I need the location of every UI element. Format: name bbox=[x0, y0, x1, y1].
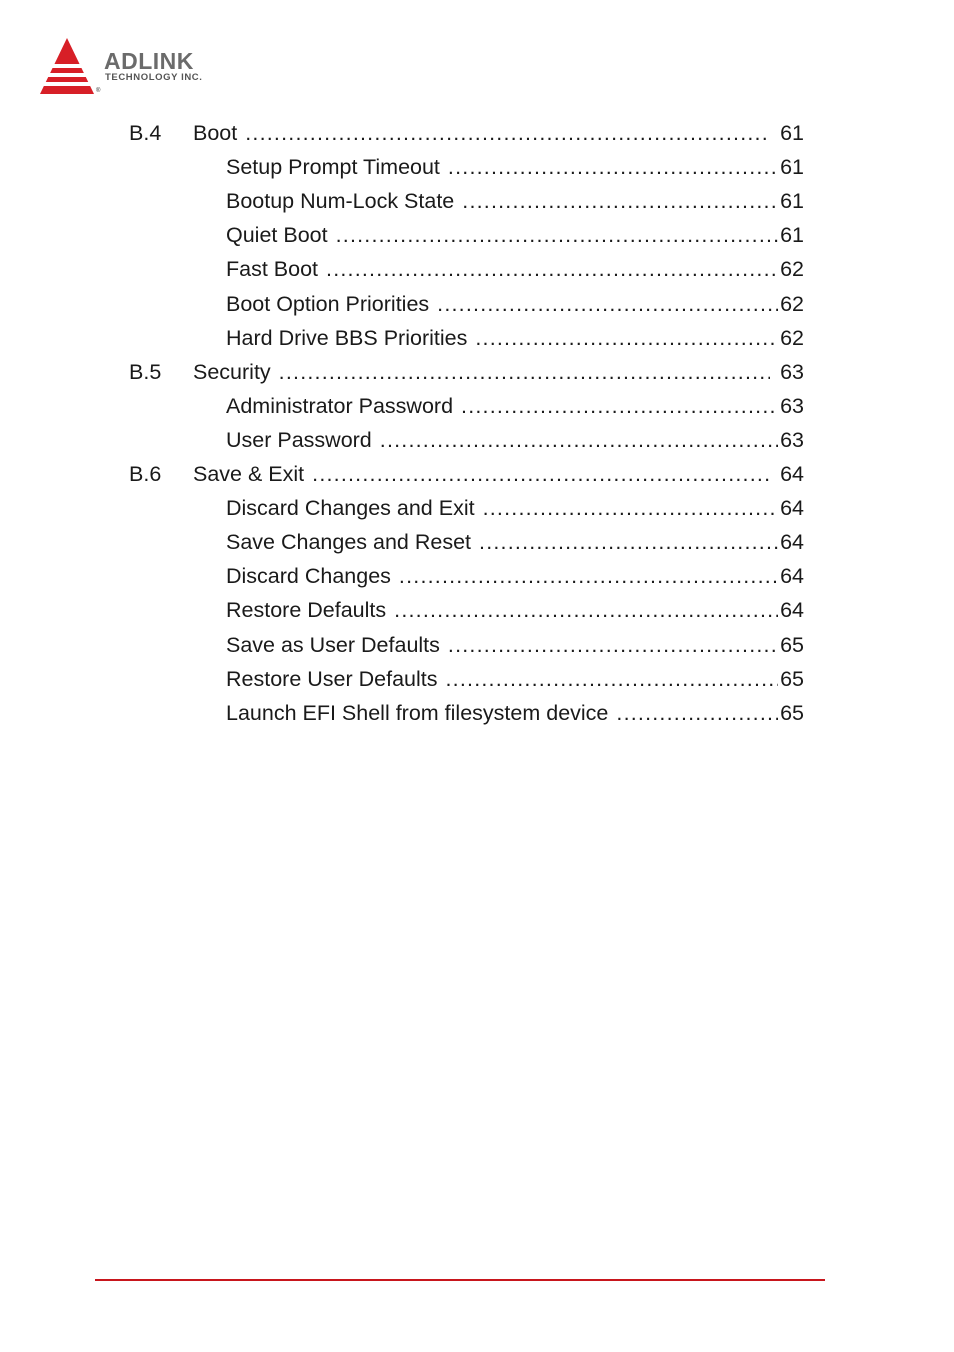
toc-dot-leader bbox=[448, 152, 778, 182]
toc-dot-leader bbox=[394, 595, 778, 625]
toc-entry bbox=[226, 425, 804, 455]
toc-section-number: B.4 bbox=[129, 121, 162, 145]
footer-rule bbox=[95, 1279, 825, 1281]
toc-subsection-title: Save as User Defaults bbox=[226, 632, 440, 657]
toc-dot-leader bbox=[448, 630, 778, 660]
toc-subsection-title: Discard Changes and Exit bbox=[226, 496, 475, 521]
toc-page-number: 61 bbox=[780, 155, 804, 180]
adlink-triangle-icon bbox=[38, 36, 102, 98]
logo-registered-mark: ® bbox=[96, 88, 101, 94]
toc-section-number: B.5 bbox=[129, 359, 162, 384]
toc-entry bbox=[226, 664, 804, 694]
logo-tagline: TECHNOLOGY INC. bbox=[105, 72, 203, 83]
toc-subsection-title: Setup Prompt Timeout bbox=[226, 155, 440, 180]
toc-entry bbox=[226, 595, 804, 625]
toc-subsection-title: Bootup Num-Lock State bbox=[226, 189, 455, 214]
toc-dot-leader bbox=[479, 527, 778, 557]
toc-page-number: 63 bbox=[780, 393, 804, 418]
toc-entry bbox=[226, 527, 804, 557]
toc-section-title: Security bbox=[193, 359, 271, 384]
toc-entry bbox=[226, 220, 804, 250]
toc-dot-leader bbox=[326, 254, 778, 284]
toc-subsection-title: Launch EFI Shell from filesystem device bbox=[226, 700, 609, 725]
toc-subsection-title: Discard Changes bbox=[226, 564, 391, 589]
toc-section-title: Boot bbox=[193, 121, 238, 145]
toc-page-number: 62 bbox=[780, 325, 804, 350]
logo-wordmark: ADLINK bbox=[104, 48, 194, 74]
toc-entry bbox=[226, 698, 804, 728]
toc-entry bbox=[226, 152, 804, 182]
toc-dot-leader bbox=[312, 459, 770, 489]
toc-subsection-title: Save Changes and Reset bbox=[226, 530, 472, 555]
toc-dot-leader bbox=[336, 220, 778, 250]
toc-dot-leader bbox=[462, 186, 778, 216]
toc-entry bbox=[226, 186, 804, 216]
toc-subsection-title: Boot Option Priorities bbox=[226, 291, 430, 316]
toc-section-number: B.6 bbox=[129, 462, 162, 486]
toc-entry bbox=[226, 289, 804, 319]
toc-page-number: 61 bbox=[780, 223, 804, 248]
toc-page-number: 65 bbox=[780, 632, 804, 657]
toc-page-number: 64 bbox=[780, 462, 804, 486]
toc-entry bbox=[226, 630, 804, 660]
toc-page-number: 64 bbox=[780, 530, 804, 555]
toc-dot-leader bbox=[446, 664, 779, 694]
toc-subsection-title: Fast Boot bbox=[226, 257, 319, 282]
toc-dot-leader bbox=[616, 698, 778, 728]
toc-dot-leader bbox=[483, 493, 779, 523]
toc-entry bbox=[193, 459, 804, 489]
toc-dot-leader bbox=[475, 323, 778, 353]
toc-page-number: 61 bbox=[780, 189, 804, 214]
toc-dot-leader bbox=[437, 289, 778, 319]
toc-entry bbox=[226, 391, 804, 421]
toc-dot-leader bbox=[245, 118, 770, 148]
toc-entry bbox=[226, 254, 804, 284]
toc-section-title: Save & Exit bbox=[193, 462, 305, 486]
toc-page-number: 65 bbox=[780, 700, 804, 725]
toc-subsection-title: Administrator Password bbox=[226, 393, 454, 418]
toc-subsection-title: Hard Drive BBS Priorities bbox=[226, 325, 468, 350]
toc-subsection-title: Restore User Defaults bbox=[226, 666, 438, 691]
toc-entry bbox=[226, 323, 804, 353]
toc-subsection-title: Quiet Boot bbox=[226, 223, 328, 248]
toc-dot-leader bbox=[461, 391, 778, 421]
toc-dot-leader bbox=[279, 357, 770, 387]
toc-page-number: 63 bbox=[780, 427, 804, 452]
toc-entry bbox=[193, 357, 804, 387]
toc-entry bbox=[226, 493, 804, 523]
toc-page-number: 64 bbox=[780, 598, 804, 623]
toc-page-number: 61 bbox=[780, 121, 804, 145]
toc-dot-leader bbox=[380, 425, 778, 455]
toc-page-number: 62 bbox=[780, 291, 804, 316]
toc-subsection-title: Restore Defaults bbox=[226, 598, 387, 623]
toc-subsection-title: User Password bbox=[226, 427, 372, 452]
toc-entry bbox=[226, 561, 804, 591]
toc-page-number: 62 bbox=[780, 257, 804, 282]
toc-entry bbox=[193, 118, 804, 148]
adlink-logo bbox=[38, 36, 238, 100]
toc-page-number: 63 bbox=[780, 359, 804, 384]
toc-page-number: 64 bbox=[780, 496, 804, 521]
toc-page-number: 64 bbox=[780, 564, 804, 589]
toc-page-number: 65 bbox=[780, 666, 804, 691]
toc-dot-leader bbox=[399, 561, 778, 591]
